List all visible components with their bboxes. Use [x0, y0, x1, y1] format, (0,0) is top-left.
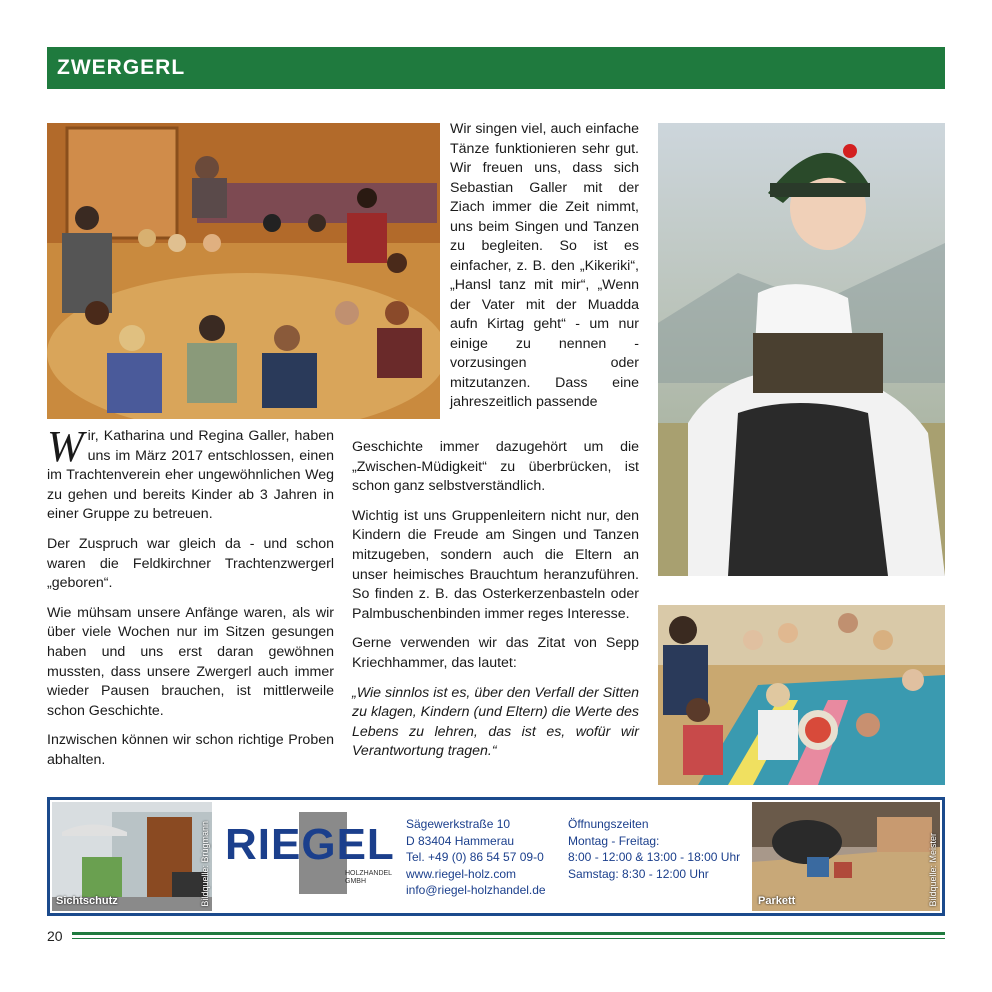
logo-wordmark: RIEGEL	[225, 820, 395, 869]
article-paragraph-3: Wie mühsam unsere Anfänge waren, als wir über viele Wochen nur im Sitzen gesungen haben und uns erst daran gewöhnen mussten, dass unsere Zwergerl auch immer wieder Pausen brauchen, ist mittlerweile schon Geschichte.	[47, 604, 334, 719]
ad-opening-hours	[568, 816, 740, 882]
ad-hours-heading: Öffnungszeiten	[568, 817, 649, 831]
ad-credit-left: Bildquelle: Brügmann	[200, 821, 210, 907]
ad-image-parquet	[752, 802, 940, 911]
ad-credit-right: Bildquelle: Meister	[928, 833, 938, 907]
logo-sub-1: HOLZHANDEL	[345, 870, 393, 877]
ad-hours-weekday: 8:00 - 12:00 & 13:00 - 18:00 Uhr	[568, 850, 741, 864]
ad-image-privacy-screen	[52, 802, 212, 911]
article-column-1	[47, 422, 334, 781]
article-paragraph-2: Der Zuspruch war gleich da - und schon waren die Feldkirchner Trachtenzwergerl „geboren“.	[47, 535, 334, 592]
article-paragraph-6: Wichtig ist uns Gruppenleitern nicht nur, den Kindern die Freude am Singen und Tanzen mitzugeben, sondern auch die Eltern an unser heimisches Brauchtum heranzuführen. So finden z. B. das Osterkerzenbasteln oder Palmbuschenbinden immer reges Interesse.	[352, 507, 639, 622]
article-paragraph-5-top: Wir singen viel, auch einfache Tänze funktionieren sehr gut. Wir freuen uns, dass sich Sebastian Galler mit der Ziach immer die Zeit nimmt, uns beim Singen und Tanzen zu begleiten. So ist es einfacher, z. B. den „Kikeriki“, „Hansl tanz mit mir“, „Wenn der Vater mit der Muadda aufn Kirtag geht“ - um nur einige zu nennen - vorzusingen oder mitzutanzen. Dass eine jahreszeitlich passende	[450, 121, 639, 410]
article-paragraph-5-bottom: Geschichte immer dazugehört um die „Zwischen-Müdigkeit“ zu überbrücken, ist schon ganz selbstverständlich.	[352, 439, 639, 495]
advertisement-riegel[interactable]	[47, 797, 945, 916]
logo-sub-2: GMBH	[345, 878, 366, 885]
footer-divider-top	[72, 932, 945, 935]
ad-hours-saturday: Samstag: 8:30 - 12:00 Uhr	[568, 866, 709, 881]
riegel-logo	[225, 812, 395, 902]
ad-website-link[interactable]: www.riegel-holz.com	[406, 866, 517, 881]
ad-address	[406, 816, 546, 899]
article-quote: „Wie sinnlos ist es, über den Verfall der Sitten zu klagen, Kindern (und Eltern) die Werte des Lebens zu lehren, das ist es, wofür wir Verantwortung tragen.“	[352, 684, 639, 760]
photo-children-circle	[47, 123, 440, 419]
paragraph-1-text: ir, Katharina und Regina Galler, haben uns im März 2017 entschlossen, einen im Trachtenverein eher ungewöhnlichen Weg zu gehen und bereits Kinder ab 3 Jahren in einer Gruppe zu betreuen.	[47, 428, 334, 523]
article-column-2	[352, 438, 639, 772]
photo-children-picnic	[658, 605, 945, 785]
ad-hours-weekday-label: Montag - Freitag:	[568, 833, 660, 848]
article-paragraph-1	[47, 422, 334, 525]
ad-city: D 83404 Hammerau	[406, 833, 515, 848]
photo-child-on-shoulders	[658, 123, 945, 576]
section-title: ZWERGERL	[57, 56, 186, 79]
ad-street: Sägewerkstraße 10	[406, 817, 511, 831]
ad-caption-parkett: Parkett	[758, 895, 796, 907]
dropcap: W	[47, 422, 84, 471]
ad-email-link[interactable]: info@riegel-holzhandel.de	[406, 883, 546, 897]
article-paragraph-4: Inzwischen können wir schon richtige Proben abhalten.	[47, 732, 334, 768]
ad-phone[interactable]: Tel. +49 (0) 86 54 57 09-0	[406, 850, 544, 864]
article-paragraph-7: Gerne verwenden wir das Zitat von Sepp Kriechhammer, das lautet:	[352, 635, 639, 671]
logo-subtext	[345, 870, 392, 886]
ad-caption-sichtschutz: Sichtschutz	[56, 895, 118, 907]
section-header	[47, 47, 945, 89]
footer-divider-bottom	[72, 938, 945, 939]
page-number: 20	[47, 928, 63, 944]
